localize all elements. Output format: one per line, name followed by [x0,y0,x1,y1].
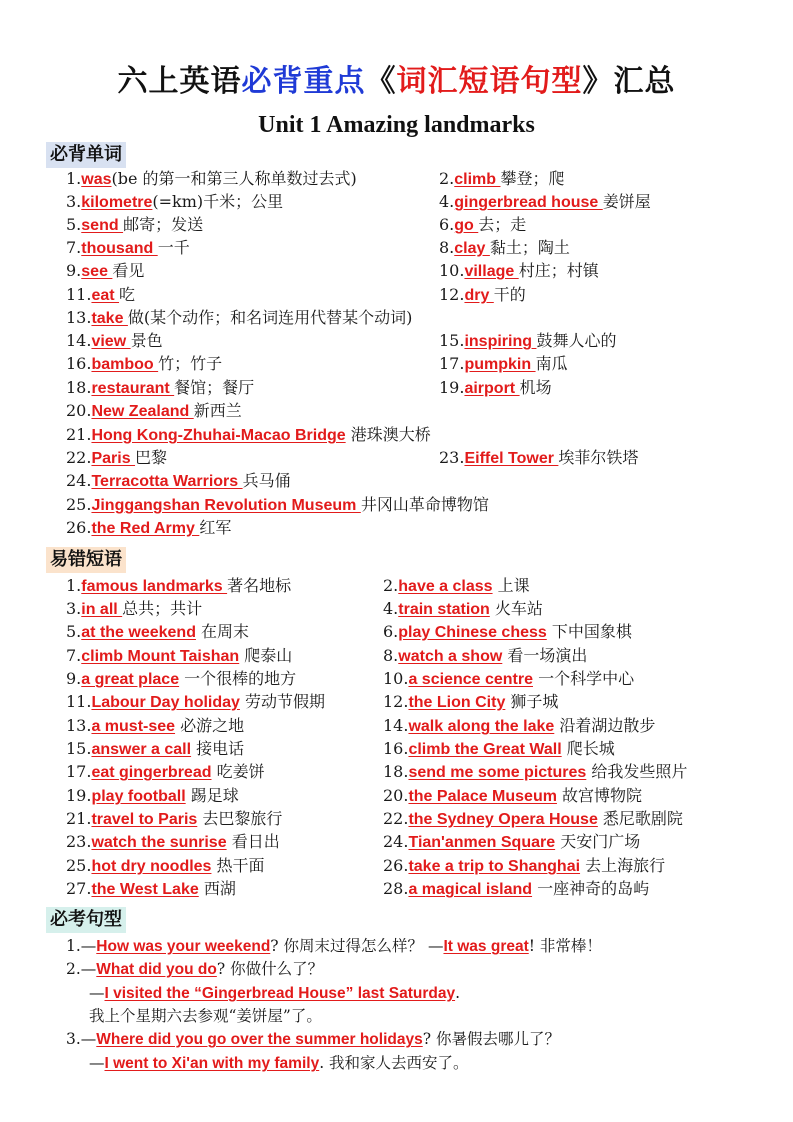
section-label-phrases: 易错短语 [46,547,126,573]
phrase-item: 2.have a class 上课 [383,576,530,595]
word-item: 18.restaurant 餐馆；餐厅 [66,378,255,397]
sentence-2-question: 2.—What did you do? 你做什么了？ [66,960,324,978]
word-item: 3.kilometre(=km)千米；公里 [66,192,284,211]
word-item: 5.send 邮寄；发送 [66,215,204,234]
word-item: 25.Jinggangshan Revolution Museum 井冈山革命博物馆 [66,495,489,514]
word-item: 16.bamboo 竹；竹子 [66,354,223,373]
title-part-2: 必背重点 [241,64,366,99]
word-item: 21.Hong Kong-Zhuhai-Macao Bridge 港珠澳大桥 [66,425,431,444]
phrase-item: 27.the West Lake 西湖 [66,879,236,898]
phrase-item: 11.Labour Day holiday 劳动节假期 [66,692,326,711]
phrase-item: 9.a great place 一个很棒的地方 [66,669,297,688]
sentence-1: 1.—How was your weekend? 你周末过得怎么样？ —It was great! 非常棒！ [66,937,602,955]
word-item: 13.take 做(某个动作；和名词连用代替某个动词) [66,308,413,327]
phrase-item: 23.watch the sunrise 看日出 [66,832,280,851]
phrase-item: 28.a magical island 一座神奇的岛屿 [383,879,650,898]
sentence-3-answer: —I went to Xi'an with my family. 我和家人去西安了。 [89,1054,469,1072]
phrase-item: 5.at the weekend 在周末 [66,622,250,641]
phrase-item: 8.watch a show 看一场演出 [383,646,588,665]
phrase-item: 26.take a trip to Shanghai 去上海旅行 [383,856,666,875]
word-item: 6.go 去；走 [439,215,527,234]
phrase-item: 10.a science centre 一个科学中心 [383,669,635,688]
word-item: 22.Paris 巴黎 [66,448,168,467]
word-item: 9.see 看见 [66,261,145,280]
title-part-4: 词汇短语句型 [396,64,583,99]
unit-heading: Unit 1 Amazing landmarks [258,112,535,138]
word-item: 15.inspiring 鼓舞人心的 [439,331,617,350]
word-item: 24.Terracotta Warriors 兵马俑 [66,471,291,490]
section-label-words: 必背单词 [46,142,126,168]
word-item: 12.dry 干的 [439,285,526,304]
word-item: 20.New Zealand 新西兰 [66,401,242,420]
word-item: 2.climb 攀登；爬 [439,169,565,188]
word-item: 7.thousand 一千 [66,238,190,257]
page-title [0,56,793,100]
phrase-item: 24.Tian'anmen Square 天安门广场 [383,832,641,851]
phrase-item: 18.send me some pictures 给我发些照片 [383,762,688,781]
word-item: 23.Eiffel Tower 埃菲尔铁塔 [439,448,639,467]
phrase-item: 14.walk along the lake 沿着湖边散步 [383,716,656,735]
section-label-sentences: 必考句型 [46,907,126,933]
sentence-2-translation: 我上个星期六去参观“姜饼屋”了。 [89,1007,322,1025]
phrase-item: 21.travel to Paris 去巴黎旅行 [66,809,283,828]
title-part-3: 《 [365,64,397,99]
phrase-item: 12.the Lion City 狮子城 [383,692,559,711]
phrase-item: 19.play football 踢足球 [66,786,239,805]
word-item: 17.pumpkin 南瓜 [439,354,568,373]
word-item: 1.was(be 的第一和第三人称单数过去式) [66,169,357,188]
phrase-item: 16.climb the Great Wall 爬长城 [383,739,615,758]
phrase-item: 17.eat gingerbread 吃姜饼 [66,762,265,781]
word-item: 11.eat 吃 [66,285,136,304]
phrase-item: 13.a must-see 必游之地 [66,716,245,735]
title-part-5: 》汇总 [582,64,676,99]
sentence-3-question: 3.—Where did you go over the summer holidays? 你暑假去哪儿了？ [66,1030,560,1048]
sentence-2-answer: —I visited the “Gingerbread House” last Saturday. [89,984,461,1002]
word-item: 8.clay 黏土；陶土 [439,238,570,257]
title-part-1: 六上英语 [117,64,242,99]
phrase-item: 1.famous landmarks 著名地标 [66,576,292,595]
phrase-item: 7.climb Mount Taishan 爬泰山 [66,646,293,665]
word-item: 26.the Red Army 红军 [66,518,232,537]
phrase-item: 3.in all 总共；共计 [66,599,203,618]
word-item: 19.airport 机场 [439,378,552,397]
phrase-item: 20.the Palace Museum 故宫博物院 [383,786,643,805]
word-item: 4.gingerbread house 姜饼屋 [439,192,651,211]
phrase-item: 15.answer a call 接电话 [66,739,245,758]
word-item: 14.view 景色 [66,331,163,350]
phrase-item: 22.the Sydney Opera House 悉尼歌剧院 [383,809,683,828]
word-item: 10.village 村庄；村镇 [439,261,599,280]
phrase-item: 6.play Chinese chess 下中国象棋 [383,622,632,641]
phrase-item: 25.hot dry noodles 热干面 [66,856,265,875]
phrase-item: 4.train station 火车站 [383,599,543,618]
